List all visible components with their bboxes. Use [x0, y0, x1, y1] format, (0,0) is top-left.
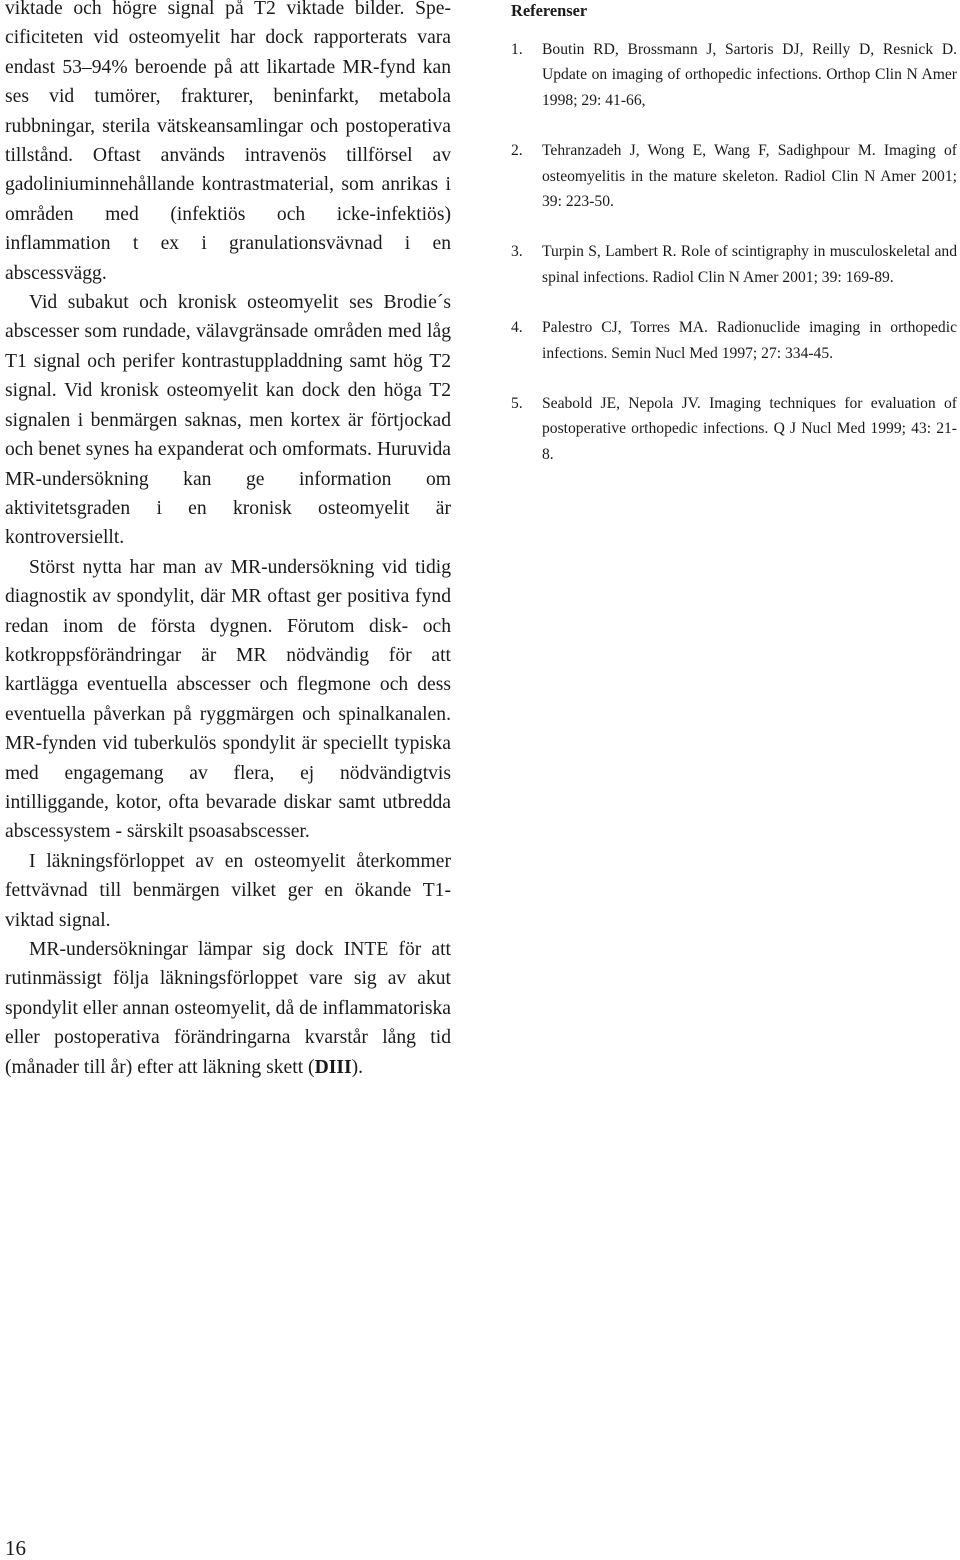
evidence-grade: DIII: [314, 1056, 352, 1078]
reference-text: Seabold JE, Nepola JV. Imaging techniques for evaluation of postoperative orthopedic infections. Q J Nucl Med 1999; 43: 21-8.: [542, 395, 957, 463]
paragraph-2: Vid subakut och kronisk osteomyelit ses Brodie´s abscesser som rundade, välavgränsade områden med låg T1 signal och perifer kontrastuppladdning samt hög T2 signal. Vid kronisk osteomyelit kan dock den höga T2 signalen i benmärgen saknas, men kortex är förtjockad och benet synes ha expanderat och omformats. Huruvida MR-undersökning kan ge information om aktivitetsgraden i en kronisk osteomyelit är kontroversiellt.: [5, 292, 451, 549]
page-number: 16: [5, 1536, 26, 1560]
reference-item: [511, 37, 957, 113]
body-text-column: [5, 0, 451, 1082]
reference-text: Boutin RD, Brossmann J, Sartoris DJ, Reilly D, Resnick D. Update on imaging of orthopedic infections. Orthop Clin N Amer 1998; 29: 41-66,: [542, 41, 957, 109]
reference-text: Tehranzadeh J, Wong E, Wang F, Sadighpour M. Imaging of osteomyelitis in the mature skeleton. Radiol Clin N Amer 2001; 39: 223-50.: [542, 142, 957, 211]
reference-number: 5.: [511, 395, 523, 413]
reference-item: [511, 239, 957, 290]
reference-number: 2.: [511, 142, 523, 160]
reference-item: [511, 315, 957, 366]
paragraph-4: I läkningsförloppet av en osteomyelit återkommer fettvävnad till benmärgen vilket ger en ökande T1-viktad signal.: [5, 850, 451, 931]
reference-text: Turpin S, Lambert R. Role of scintigraphy in musculoskeletal and spinal infections. Radiol Clin N Amer 2001; 39: 169-89.: [542, 243, 957, 286]
paragraph-5: [5, 935, 451, 1082]
references-heading: Referenser: [511, 1, 588, 20]
paragraph-1: viktade och högre signal på T2 viktade bilder. Specificiteten vid osteomyelit har dock rapporterats vara endast 53–94% beroende på att likartade MR-fynd kan ses vid tumörer, frakturer, beninfarkt, metabola rubbningar, sterila vätskeansamlingar och postoperativa tillstånd. Oftast används intravenös tillförsel av gadoliniuminnehållande kontrastmaterial, som anrikas i områden med (infektiös och icke-infektiös) inflammation t ex i granulationsvävnad i en abscessvägg.: [5, 0, 451, 284]
paragraph-5-text: MR-undersökningar lämpar sig dock INTE för att rutinmässigt följa läkningsförloppet vare sig av akut spondylit eller annan osteomyelit, då de inflammatoriska eller postoperativa förändringarna kvarstår lång tid (månader till år) efter att läkning skett (: [5, 939, 451, 1078]
reference-number: 3.: [511, 243, 523, 261]
paragraph-5-end: ).: [351, 1056, 364, 1078]
references-list: [511, 37, 957, 467]
paragraph-3: Störst nytta har man av MR-undersökning vid tidig diagnostik av spondylit, där MR oftast ger positiva fynd redan inom de första dygnen. Förutom disk- och kotkroppsförändringar är MR nödvändig för att kartlägga eventuella abscesser och flegmone och dess eventuella påverkan på ryggmärgen och spinalkanalen. MR-fynden vid tuberkulös spondylit är speciellt typiska med engagemang av flera, ej nödvändigtvis intilliggande, kotor, ofta bevarade diskar samt utbredda abscessystem - särskilt psoasabscesser.: [5, 556, 451, 843]
reference-number: 1.: [511, 41, 523, 58]
reference-text: Palestro CJ, Torres MA. Radionuclide imaging in orthopedic infections. Semin Nucl Med 1997; 27: 334-45.: [542, 319, 957, 362]
reference-item: [511, 138, 957, 214]
reference-number: 4.: [511, 319, 523, 337]
references-column: [511, 0, 957, 492]
reference-item: [511, 391, 957, 467]
